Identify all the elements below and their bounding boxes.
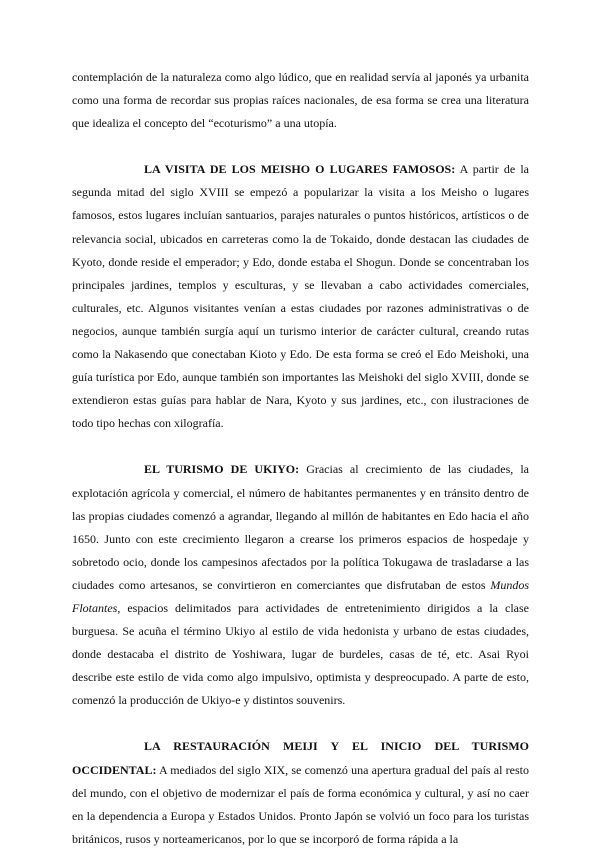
italic-term-mundos-flotantes: Mundos Flotantes: [72, 577, 529, 615]
document-page: [72, 66, 529, 851]
paragraph-meiji: [72, 735, 529, 850]
paragraph-ukiyo: [72, 458, 529, 712]
paragraph-ecoturismo: [72, 66, 529, 135]
paragraph-text: A mediados del siglo XIX, se comenzó una apertura gradual del país al resto del mundo, con el objetivo de modernizar el país de forma económica y cultural, y así no caer en la dependencia a Europa y Estados Unidos. Pronto Japón se volvió un foco para los turistas británicos, rusos y norteamericanos, por lo que se incorporó de forma rápida a la: [72, 762, 529, 846]
paragraph-text: A partir de la segunda mitad del siglo XVIII se empezó a popularizar la visita a los Meisho o lugares famosos, estos lugares incluían santuarios, parajes naturales o puntos históricos, artísticos o de relevancia social, ubicados en carreteras como la de Tokaido, donde destacan las ciudades de Kyoto, donde reside el emperador; y Edo, donde estaba el Shogun. Donde se concentraban los principales jardines, templos y esculturas, y se llevaban a cabo actividades comerciales, culturales, etc. Algunos visitantes venían a estas ciudades por razones administrativas o de negocios, aunque también surgía aquí un turismo interior de carácter cultural, creando rutas como la Nakasendo que conectaban Kioto y Edo. De esta forma se creó el Edo Meishoki, una guía turística por Edo, aunque también son importantes las Meishoki del siglo XVIII, donde se extendieron estas guías para hablar de Nara, Kyoto y sus jardines, etc., con ilustraciones de todo tipo hechas con xilografía.: [72, 162, 529, 431]
paragraph-text: , espacios delimitados para actividades de entretenimiento dirigidos a la clase burguesa. Se acuña el término Ukiyo al estilo de vida hedonista y urbano de estas ciudades, donde destacaba el distrito de Yoshiwara, lugar de burdeles, casas de té, etc. Asai Ryoi describe este estilo de vida como algo impulsivo, optimista y despreocupado. A parte de esto, comenzó la producción de Ukiyo-e y distintos souvenirs.: [72, 600, 529, 708]
section-heading-ukiyo: EL TURISMO DE UKIYO:: [144, 462, 300, 477]
paragraph-text: Gracias al crecimiento de las ciudades, la explotación agrícola y comercial, el número de habitantes permanentes y en tránsito dentro de las propias ciudades comenzó a agrandar, llegando al millón de habitantes en Edo hacia el año 1650. Junto con este crecimiento llegaron a crearse los primeros espacios de hospedaje y sobretodo ocio, donde los campesinos afectados por la política Tokugawa de trasladarse a las ciudades como artesanos, se convirtieron en comerciantes que disfrutaban de estos: [72, 462, 529, 592]
section-heading-meiji: LA RESTAURACIÓN MEIJI Y EL INICIO DEL TURISMO OCCIDENTAL:: [72, 739, 529, 777]
paragraph-meisho: [72, 158, 529, 435]
section-heading-meisho: LA VISITA DE LOS MEISHO O LUGARES FAMOSOS:: [144, 162, 456, 177]
paragraph-text: contemplación de la naturaleza como algo lúdico, que en realidad servía al japonés ya urbanita como una forma de recordar sus propias raíces nacionales, de esa forma se crea una literatura que idealiza el concepto del “ecoturismo” a una utopía.: [72, 70, 529, 131]
